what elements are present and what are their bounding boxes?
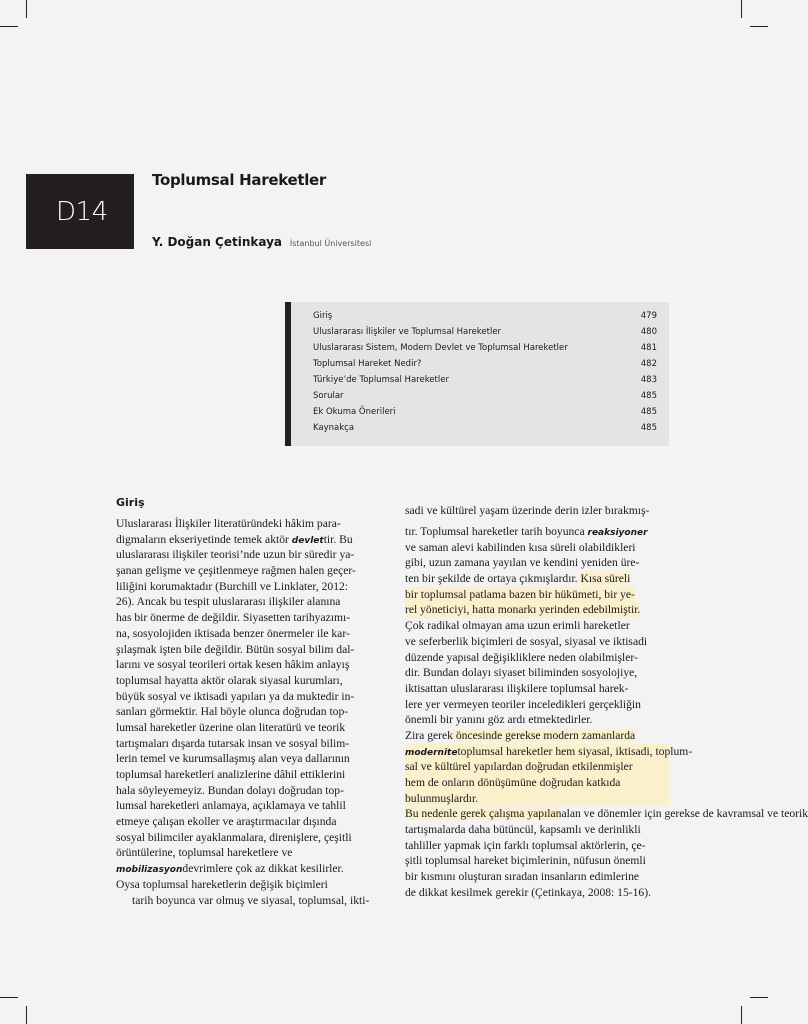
text-line: ten bir şekilde de ortaya çıkmışlardır. Kısa süreli	[405, 572, 631, 586]
highlighted-text: Bu nedenle gerek çalışma yapılan	[405, 807, 562, 821]
crop-mark	[0, 26, 18, 27]
toc-page: 485	[640, 407, 657, 417]
text-line: tahliller yapmak için farklı toplumsal aktörlerin, çe-	[405, 838, 646, 852]
crop-mark	[26, 1006, 27, 1024]
text-line: bir kısmını oluşturan sıradan insanların edimlerine	[405, 870, 640, 884]
text-line: büyük sosyal ve iktisadi yapıları ya da muktedir in-	[116, 689, 355, 703]
section-heading: Giriş	[116, 496, 145, 509]
text-line: toplumsal hareketleri analizlerine dâhil ettiklerini	[116, 768, 346, 781]
text-line	[405, 901, 669, 917]
crop-mark	[750, 997, 768, 998]
text-line: ve saman alevi kabilinden kısa süreli olabildikleri	[405, 540, 636, 554]
text-line: uluslararası ilişkiler teorisi’nde uzun bir süredir ya-	[116, 548, 355, 562]
crop-mark	[741, 1006, 742, 1024]
text-line: sal ve kültürel yapılardan doğrudan etkilenmişler	[405, 759, 669, 775]
toc-page: 485	[640, 423, 657, 433]
text-line: toplumsal hayatta aktör olarak siyasal kurumları,	[116, 673, 343, 687]
text-line: dir. Bundan dolayı siyaset biliminden sosyolojiye,	[405, 666, 638, 680]
crop-mark	[26, 0, 27, 18]
toc-item	[313, 308, 657, 324]
toc-label: Giriş	[313, 311, 333, 321]
toc-label: Ek Okuma Önerileri	[313, 407, 396, 417]
text-line: tartışmaları dışarda tutarsak insan ve sosyal bilim-	[116, 736, 350, 750]
chapter-number-box	[26, 174, 134, 249]
body-column-left	[116, 516, 380, 924]
chapter-title: Toplumsal Hareketler	[152, 171, 327, 189]
toc-item	[313, 324, 657, 340]
toc-page: 480	[640, 327, 657, 337]
toc-page: 481	[640, 343, 657, 353]
crop-mark	[750, 26, 768, 27]
text-line: mobilizasyondevrimlere çok az dikkat kesilirler.	[116, 862, 344, 876]
text-line: düzende yapısal değişikliklere neden olabilmişler-	[405, 650, 638, 664]
text-line: sadi ve kültürel yaşam üzerinde derin izler bırakmış-	[405, 504, 650, 518]
term-modernite: modernite	[405, 747, 458, 758]
text-line: Uluslararası İlişkiler literatüründeki hâkim para-	[116, 517, 341, 530]
toc-page: 485	[640, 391, 657, 401]
text-line: na, sosyolojiden iktisada benzer önermeler ile kar-	[116, 626, 350, 640]
toc-label: Uluslararası İlişkiler ve Toplumsal Hareketler	[313, 327, 502, 337]
text-line: tarih boyunca var olmuş ve siyasal, toplumsal, ikti-	[132, 893, 370, 907]
toc-label: Toplumsal Hareket Nedir?	[313, 359, 422, 369]
toc-item	[313, 340, 657, 356]
text-line	[405, 602, 669, 618]
text-line: iktisattan uluslararası ilişkilere toplumsal harek-	[405, 681, 629, 695]
text-line: şanan gelişme ve çeşitlenmeye rağmen halen geçer-	[116, 564, 356, 578]
text-line: Zira gerek öncesinde gerekse modern zamanlarda	[405, 728, 636, 742]
text-line	[116, 908, 380, 924]
term-mobilizasyon: mobilizasyon	[116, 865, 183, 876]
text-line: önemli bir yanını göz ardı etmektedirler.	[405, 713, 593, 727]
text-line	[405, 587, 669, 603]
toc-item	[313, 372, 657, 388]
author-name: Y. Doğan Çetinkaya	[152, 235, 283, 249]
toc-label: Sorular	[313, 391, 344, 401]
text-line: tır. Toplumsal hareketler tarih boyunca reaksiyoner	[405, 525, 648, 538]
text-line: 26). Ancak bu tespit uluslararası ilişkiler alanına	[116, 595, 341, 609]
text-line: hala söyleyemeyiz. Bundan dolayı doğrudan top-	[116, 783, 344, 797]
text-line: örüntülerine, toplumsal hareketlere ve	[116, 846, 293, 860]
text-line: lumsal hareketleri anlamaya, açıklamaya ve tahlil	[116, 799, 346, 813]
toc-label: Türkiye’de Toplumsal Hareketler	[313, 375, 449, 385]
text-line: sanları görmektir. Hal böyle olunca doğrudan top-	[116, 705, 349, 719]
text-line: sosyal bilimciler ayaklanmalara, direnişlere, çeşitli	[116, 830, 352, 844]
text-line: Çok radikal olmayan ama uzun erimli hareketler	[405, 619, 630, 633]
text-line: şılaşmak işten bile değildir. Bütün sosyal bilim dal-	[116, 642, 355, 656]
text-line: şitli toplumsal hareket biçimlerinin, nüfusun önemli	[405, 854, 646, 868]
text-line: has bir önerme de değildir. Siyasetten tarihyazımı-	[116, 611, 351, 625]
toc-item	[313, 404, 657, 420]
text-line: Oysa toplumsal hareketlerin değişik biçimleri	[116, 877, 328, 891]
text-line: liliğini korumaktadır (Burchill ve Linklater, 2012:	[116, 579, 349, 593]
text-line: digmaların ekseriyetinde temek aktör devlettir. Bu	[116, 532, 353, 546]
toc-item	[313, 420, 657, 436]
text-line: lere yer vermeyen teoriler inceledikleri gerçekliğin	[405, 697, 641, 711]
text-line: ve seferberlik biçimleri de sosyal, siyasal ve iktisadi	[405, 634, 648, 648]
highlighted-text: öncesinde gerekse modern zamanlarda	[452, 728, 636, 742]
text-line: lerin temel ve kurumsallaşmış alan veya dallarının	[116, 752, 350, 766]
toc-item	[313, 356, 657, 372]
text-line: bulunmuşlardır.	[405, 791, 669, 807]
toc-label: Uluslararası Sistem, Modern Devlet ve Toplumsal Hareketler	[313, 343, 568, 353]
text-line: gibi, uzun zamana yayılan ve kendini yeniden üre-	[405, 556, 640, 570]
highlighted-text: rel yöneticiyi, hatta monarkı yerinden edebilmiştir.	[405, 603, 641, 617]
term-devlet: devlet	[291, 535, 324, 546]
text-line: hem de onların dönüşümüne doğrudan katkıda	[405, 775, 669, 791]
table-of-contents	[285, 302, 669, 446]
author-line	[152, 235, 371, 249]
text-line: Bu nedenle gerek çalışma yapılanalan ve dönemler için gerekse de kavramsal ve teorik	[405, 807, 808, 821]
toc-page: 482	[640, 359, 657, 369]
toc-page: 479	[640, 311, 657, 321]
text-line: larını ve sosyal teorileri ortak kesen hâkim anlayış	[116, 658, 350, 672]
body-column-right	[405, 504, 808, 916]
author-affiliation: İstanbul Üniversitesi	[289, 239, 372, 248]
text-line: modernitetoplumsal hareketler hem siyasal, iktisadi, toplum-	[405, 744, 693, 758]
crop-mark	[0, 997, 18, 998]
toc-page: 483	[640, 375, 657, 385]
chapter-code: D14	[56, 196, 108, 227]
toc-item	[313, 388, 657, 404]
text-line: lumsal hareketler üzerine olan literatürü ve teorik	[116, 720, 346, 734]
term-reaksiyoner: reaksiyoner	[587, 528, 648, 538]
text-line: de dikkat kesilmek gerekir (Çetinkaya, 2008: 15-16).	[405, 885, 651, 899]
text-line: etmeye çalışan ekoller ve araştırmacılar dışında	[116, 815, 337, 829]
text-line: tartışmalarda daha bütüncül, kapsamlı ve derinlikli	[405, 823, 641, 837]
toc-label: Kaynakça	[313, 423, 355, 433]
highlighted-text: Kısa süreli	[580, 572, 631, 586]
crop-mark	[741, 0, 742, 18]
highlighted-text: bir toplumsal patlama bazen bir hükümeti, bir ye-	[405, 587, 635, 601]
